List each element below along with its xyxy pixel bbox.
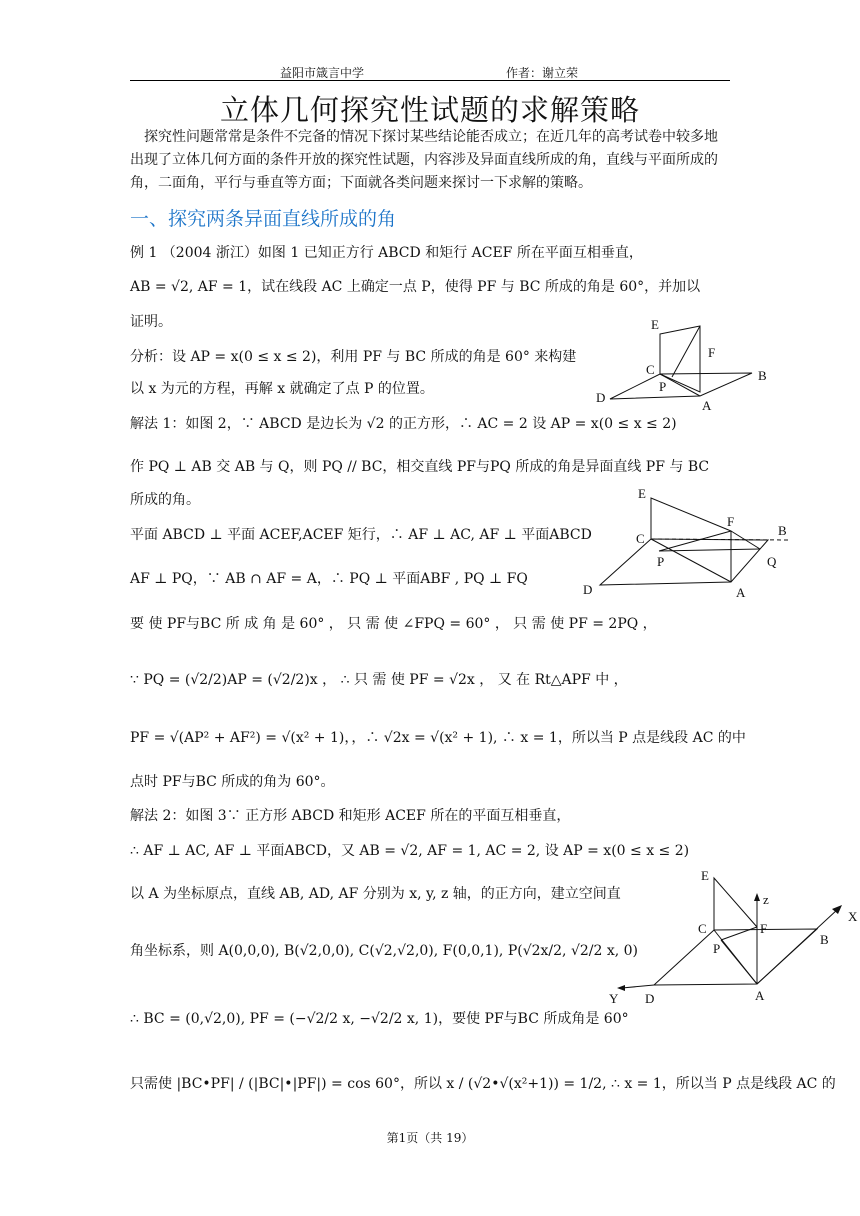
- square-abcd-edge: [600, 539, 768, 585]
- label-y: Y: [609, 991, 619, 1006]
- label-p: P: [657, 554, 665, 569]
- text-line: 要 使 PF与BC 所 成 角 是 60° ， 只 需 使 ∠FPQ = 60° ， 只 需 使 PF = 2PQ ，: [130, 616, 657, 632]
- label-c: C: [636, 531, 645, 546]
- header-author: 作者：谢立荣: [506, 66, 579, 80]
- text-line: 点时 PF与BC 所成的角为 60°。: [130, 774, 335, 790]
- text-line: 作 PQ ⊥ AB 交 AB 与 Q，则 PQ // BC，相交直线 PF与PQ 所成的角是异面直线 PF 与 BC: [130, 459, 710, 475]
- label-e: E: [651, 317, 659, 332]
- header-rule: [130, 80, 730, 81]
- label-e: E: [701, 868, 709, 883]
- z-axis-arrow: [754, 893, 760, 901]
- label-d: D: [583, 582, 593, 597]
- text-line: 例 1 （2004 浙江）如图 1 已知正方行 ABCD 和矩行 ACEF 所在平面互相垂直，: [130, 245, 643, 261]
- text-line: 证明。: [130, 314, 172, 330]
- text-line: 平面 ABCD ⊥ 平面 ACEF,ACEF 矩行，∴ AF ⊥ AC, AF ⊥ 平面ABCD: [130, 527, 592, 543]
- label-b: B: [758, 368, 767, 383]
- text-line: 解法 1：如图 2，∵ ABCD 是边长为 √2 的正方形，∴ AC = 2 设 AP = x(0 ≤ x ≤ 2): [130, 416, 677, 432]
- label-a: A: [702, 398, 712, 412]
- label-e: E: [638, 486, 646, 501]
- text-line: 所成的角。: [130, 492, 200, 508]
- page-header: [130, 64, 730, 80]
- text-line: 只需使 |BC•PF| / (|BC|•|PF|) = cos 60°，所以 x / (√2•√(x²+1)) = 1/2, ∴ x = 1，所以当 P 点是线段 AC 的: [130, 1076, 836, 1092]
- label-f: F: [708, 345, 716, 360]
- text-line: AF ⊥ PQ，∵ AB ∩ AF = A，∴ PQ ⊥ 平面ABF , PQ ⊥ FQ: [130, 571, 528, 587]
- segment-fp: [659, 531, 731, 551]
- label-a: A: [736, 585, 746, 600]
- label-f: F: [727, 514, 735, 529]
- text-line: ∴ AF ⊥ AC, AF ⊥ 平面ABCD，又 AB = √2, AF = 1, AC = 2, 设 AP = x(0 ≤ x ≤ 2): [130, 843, 690, 859]
- label-f: F: [760, 921, 768, 936]
- segment-pa: [721, 940, 757, 984]
- y-axis: [622, 985, 654, 988]
- label-q: Q: [767, 554, 777, 569]
- label-b: B: [820, 932, 829, 947]
- text-line: PF = √(AP² + AF²) = √(x² + 1)，，∴ √2x = √(x² + 1), ∴ x = 1，所以当 P 点是线段 AC 的中: [130, 730, 746, 746]
- figure-1-diagram: [590, 312, 790, 412]
- figure-2-diagram: [580, 482, 795, 602]
- label-a: A: [755, 988, 765, 1003]
- text-line: 解法 2：如图 3∵ 正方形 ABCD 和矩形 ACEF 所在的平面互相垂直，: [130, 808, 571, 824]
- label-b: B: [778, 523, 787, 538]
- label-d: D: [596, 390, 606, 405]
- text-line: ∴ BC = (0,√2,0), PF = (−√2/2 x, −√2/2 x, 1)，要使 PF与BC 所成角是 60°: [130, 1011, 629, 1027]
- label-x: X: [848, 909, 858, 924]
- segment-pq: [659, 549, 760, 551]
- text-line: 以 x 为元的方程，再解 x 就确定了点 P 的位置。: [130, 381, 434, 397]
- label-c: C: [646, 362, 655, 377]
- figure-3-diagram: [600, 866, 860, 1006]
- text-line: AB = √2, AF = 1，试在线段 AC 上确定一点 P，使得 PF 与 BC 所成的角是 60°，并加以: [130, 279, 701, 295]
- text-line: 角坐标系，则 A(0,0,0), B(√2,0,0), C(√2,√2,0), F(0,0,1), P(√2x/2, √2/2 x, 0): [130, 943, 639, 959]
- label-c: C: [698, 921, 707, 936]
- text-line: 以 A 为坐标原点，直线 AB, AD, AF 分别为 x, y, z 轴，的正方向，建立空间直: [130, 886, 621, 902]
- label-z: z: [763, 892, 769, 907]
- label-d: D: [645, 991, 655, 1006]
- label-p: P: [713, 941, 721, 956]
- segment-fp: [721, 927, 757, 940]
- label-p: P: [659, 379, 667, 394]
- text-line: 分析：设 AP = x(0 ≤ x ≤ 2)，利用 PF 与 BC 所成的角是 60° 来构建: [130, 349, 577, 365]
- intro-paragraph: 探究性问题常常是条件不完备的情况下探讨某些结论能否成立；在近几年的高考试卷中较多地出现了立体几何方面的条件开放的探究性试题，内容涉及异面直线所成的角，直线与平面所成的角，二面角，平行与垂直等方面；下面就各类问题来探讨一下求解的策略。: [130, 129, 718, 191]
- segment-fp: [672, 326, 700, 377]
- rect-acef-edge: [714, 878, 757, 984]
- text-line: ∵ PQ = (√2/2)AP = (√2/2)x ， ∴ 只 需 使 PF = √2x ， 又 在 Rt△APF 中 ，: [130, 672, 628, 688]
- header-school: 益阳市箴言中学: [280, 66, 365, 80]
- page-footer: 第1页（共 19）: [386, 1131, 474, 1145]
- page-title: 立体几何探究性试题的求解策略: [219, 93, 640, 127]
- section-heading: 一、探究两条异面直线所成的角: [130, 208, 397, 230]
